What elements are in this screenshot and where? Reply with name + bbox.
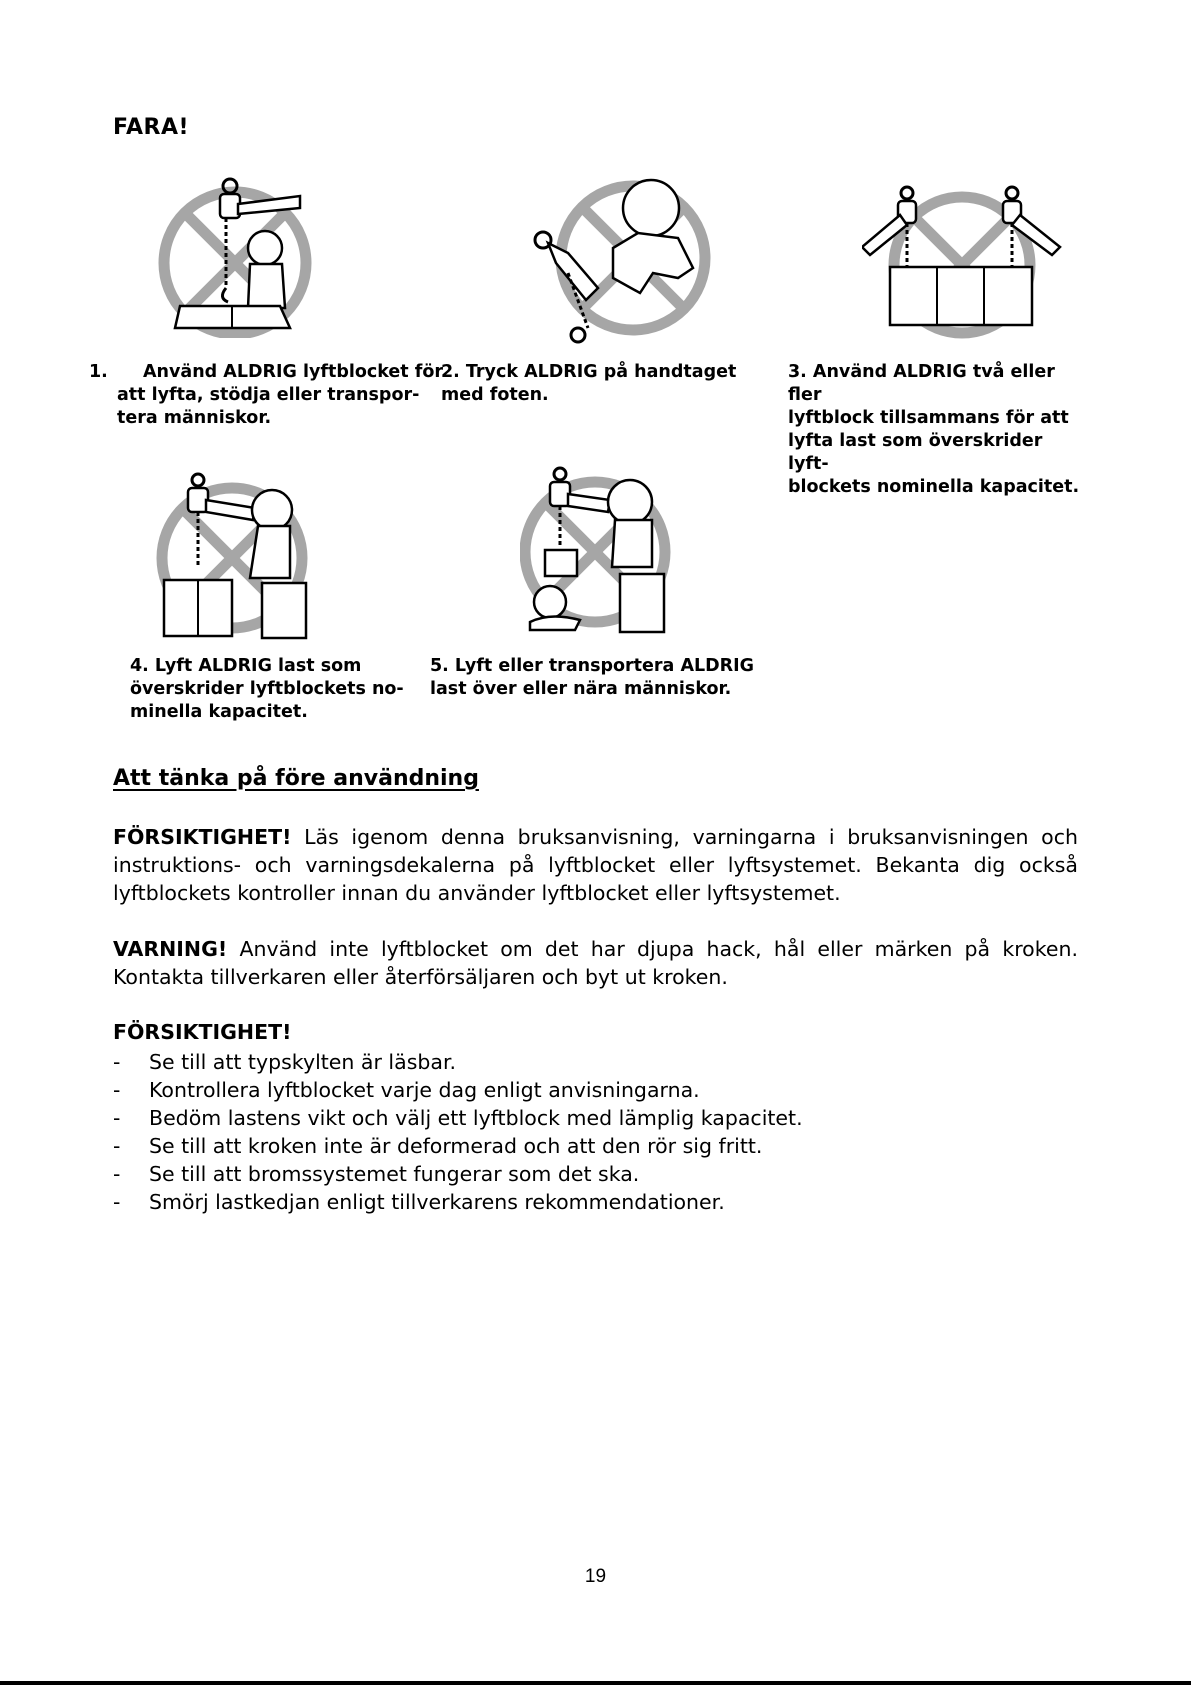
bottom-rule xyxy=(0,1681,1191,1685)
caption-1-number: 1. xyxy=(89,362,108,382)
list-item: - Se till att kroken inte är deformerad och att den rör sig fritt. xyxy=(113,1134,763,1158)
caption-2-line-1: 2. Tryck ALDRIG på handtaget xyxy=(441,362,737,382)
caption-3-line-4: blockets nominella kapacitet. xyxy=(788,477,1080,497)
caption-2 xyxy=(441,361,741,407)
caption-4-line-1: 4. Lyft ALDRIG last som xyxy=(130,656,362,676)
caption-4 xyxy=(130,655,420,724)
caution-paragraph xyxy=(113,823,1078,907)
caption-4-line-3: minella kapacitet. xyxy=(130,702,308,722)
list-item: - Se till att typskylten är läsbar. xyxy=(113,1050,457,1074)
list-item: - Se till att bromssystemet fungerar som det ska. xyxy=(113,1162,640,1186)
caption-2-line-2: med foten. xyxy=(441,385,549,405)
caution-label: FÖRSIKTIGHET! xyxy=(113,825,292,849)
no-foot-on-handle-icon xyxy=(528,168,713,358)
list-item: - Smörj lastkedjan enligt tillverkarens rekommendationer. xyxy=(113,1190,725,1214)
no-overload-icon xyxy=(150,468,320,643)
warning-text: Använd inte lyftblocket om det har djupa hack, hål eller märken på kroken. Kontakta tillverkaren eller återförsäljaren och byt ut kroken. xyxy=(113,937,1078,989)
warning-label: VARNING! xyxy=(113,937,228,961)
caption-1-line-2: att lyfta, stödja eller transpor- xyxy=(117,385,420,405)
caption-5-line-1: 5. Lyft eller transportera ALDRIG xyxy=(430,656,755,676)
caption-3-line-1: 3. Använd ALDRIG två eller fler xyxy=(788,362,1055,405)
caution-text: Läs igenom denna bruksanvisning, varningarna i bruksanvisningen och instruktions- och varningsdekalerna på lyftblocket eller lyftsystemet. Bekanta dig också lyftblockets kontroller innan du använder lyftblocket eller lyftsystemet. xyxy=(113,825,1078,905)
caption-3-line-2: lyftblock tillsammans för att xyxy=(788,408,1069,428)
caption-5-line-2: last över eller nära människor. xyxy=(430,679,732,699)
no-load-over-people-icon xyxy=(520,462,680,642)
caption-3-line-3: lyfta last som överskrider lyft- xyxy=(788,431,1043,474)
page-number: 19 xyxy=(584,1566,607,1587)
danger-heading: FARA! xyxy=(113,115,190,140)
caption-1-line-3: tera människor. xyxy=(117,408,272,428)
caption-3 xyxy=(788,361,1088,499)
caption-5 xyxy=(430,655,760,701)
warning-paragraph xyxy=(113,935,1078,991)
caution-list-heading: FÖRSIKTIGHET! xyxy=(113,1020,292,1044)
caution-list xyxy=(113,1048,1013,1216)
caption-1-line-1: Använd ALDRIG lyftblocket för xyxy=(143,362,444,382)
list-item: - Bedöm lastens vikt och välj ett lyftblock med lämplig kapacitet. xyxy=(113,1106,803,1130)
no-lifting-people-icon xyxy=(150,168,320,338)
section-title: Att tänka på före användning xyxy=(113,766,479,791)
caption-1 xyxy=(89,361,445,430)
caption-4-line-2: överskrider lyftblockets no- xyxy=(130,679,404,699)
no-multiple-hoists-icon xyxy=(862,185,1062,345)
list-item: - Kontrollera lyftblocket varje dag enligt anvisningarna. xyxy=(113,1078,700,1102)
